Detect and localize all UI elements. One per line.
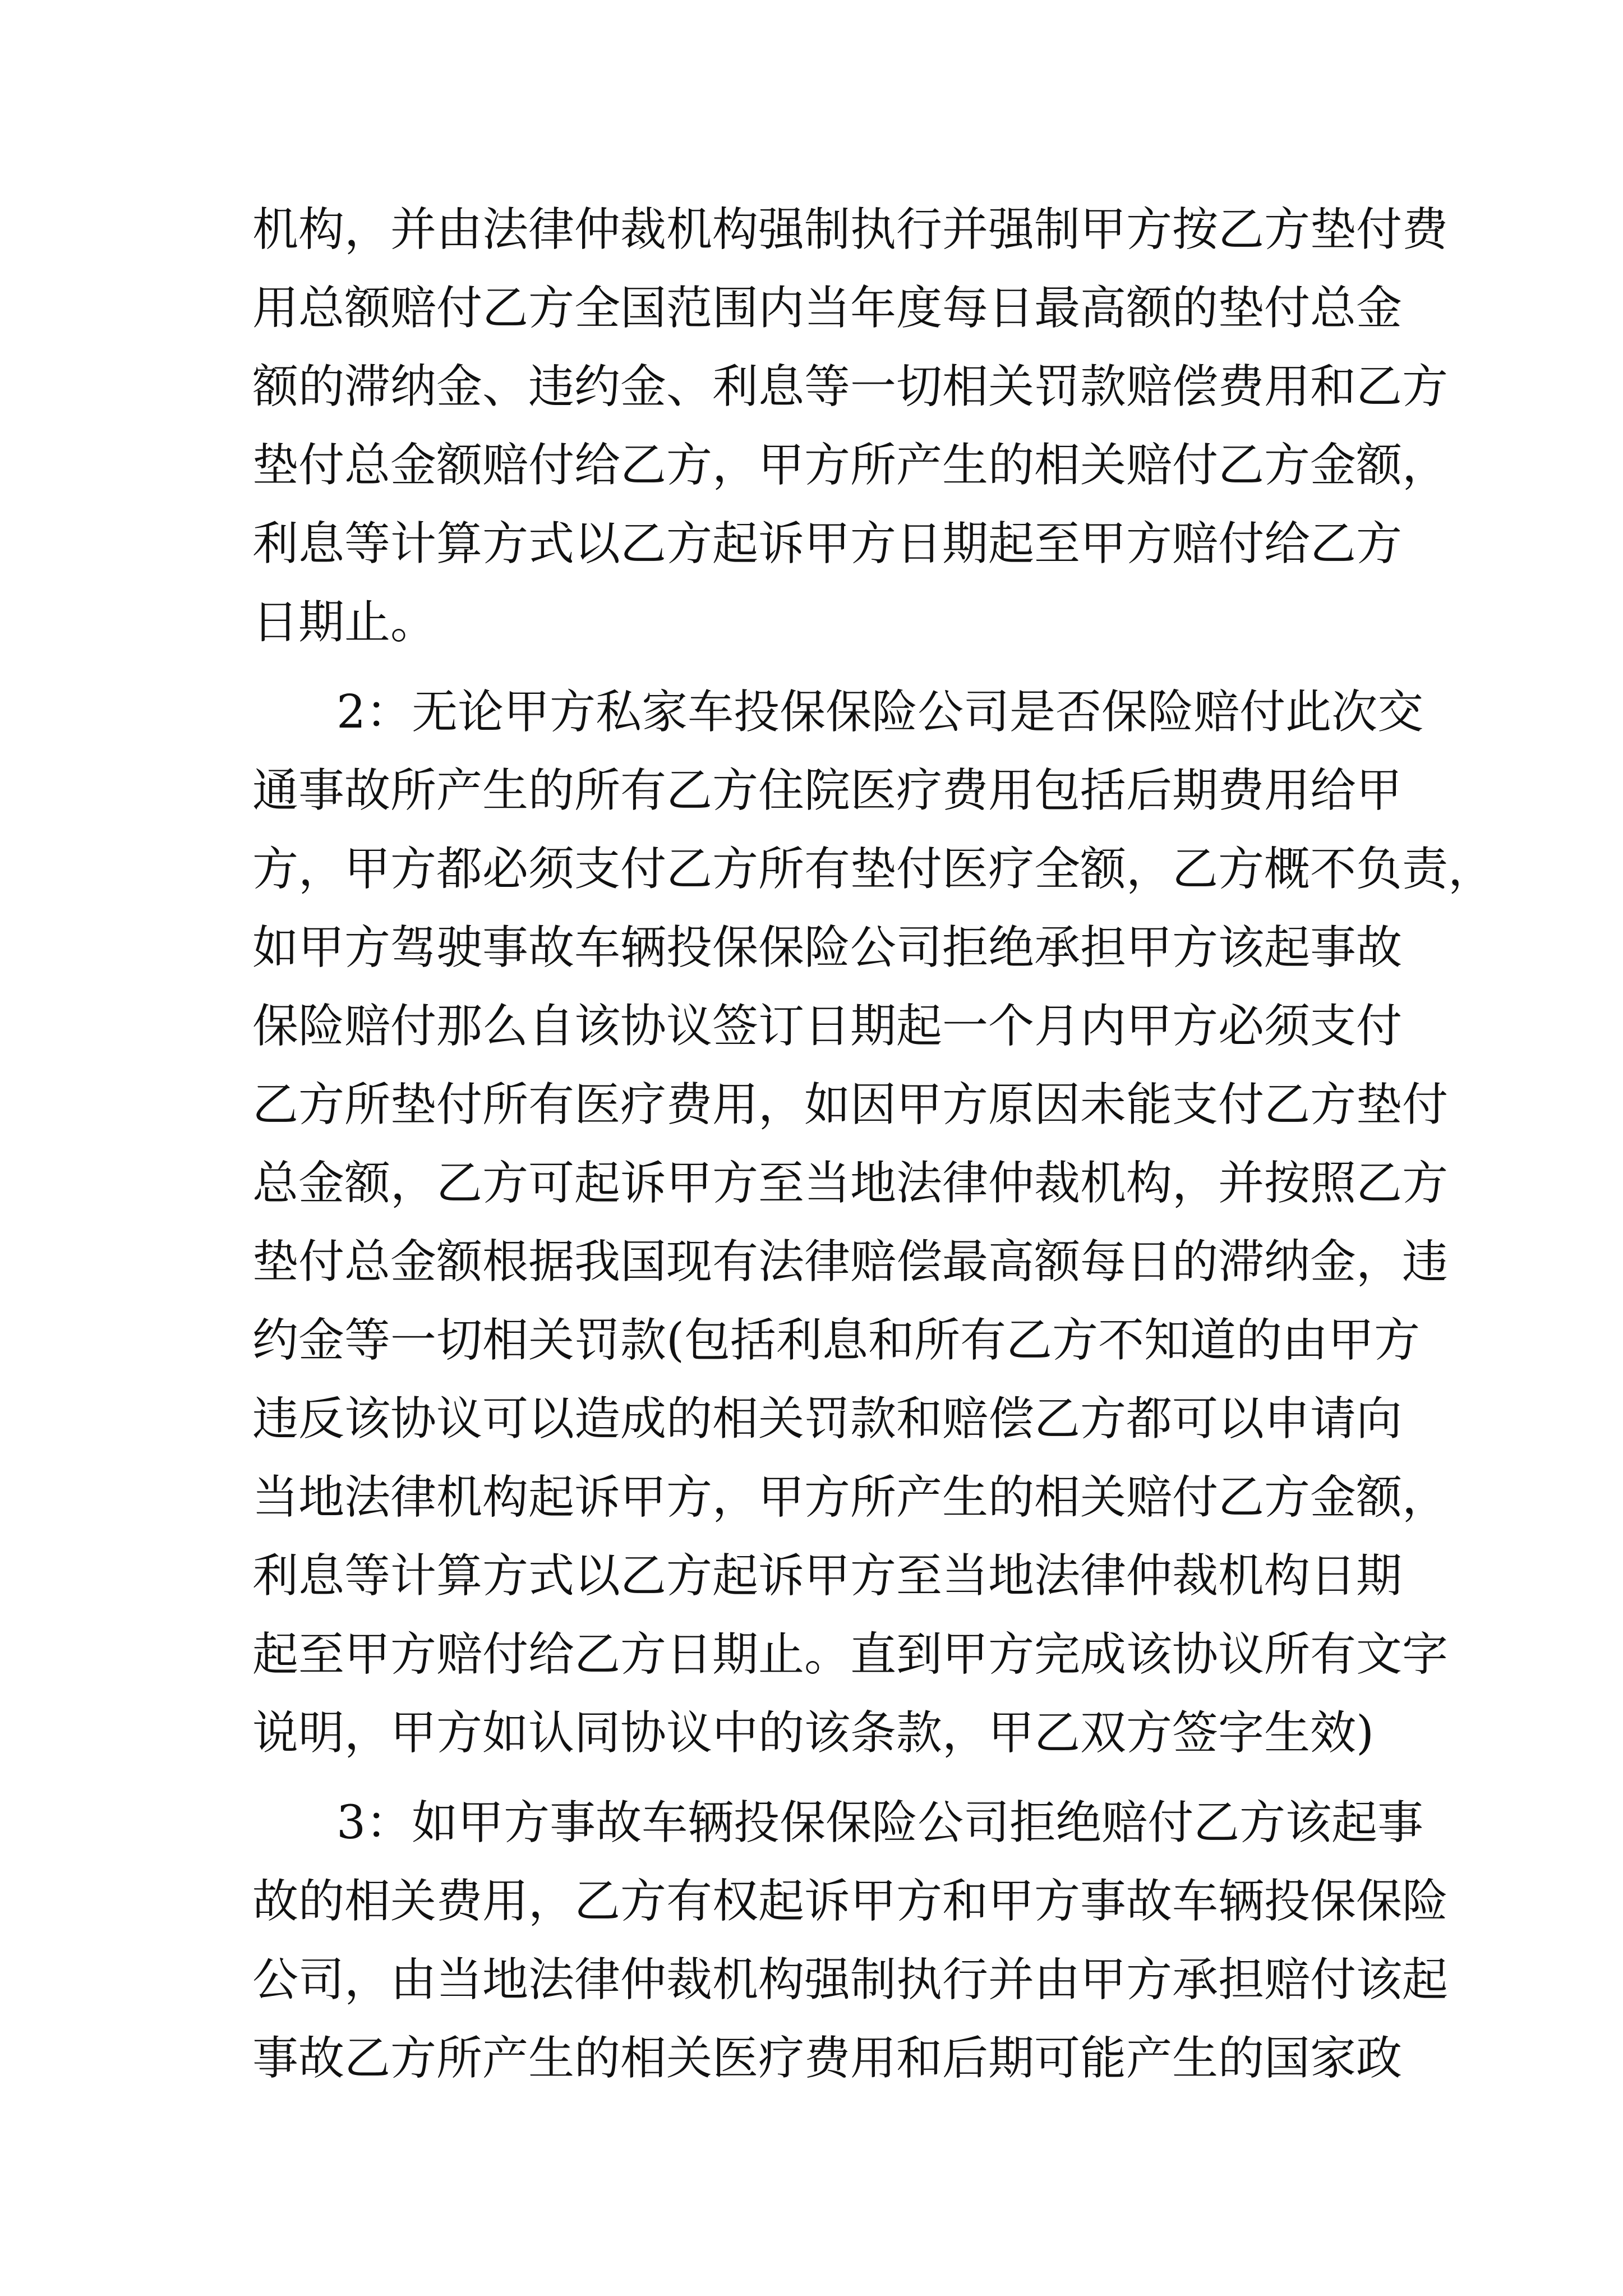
text-line: 机构，并由法律仲裁机构强制执行并强制甲方按乙方垫付费 <box>252 203 1449 256</box>
text-line: 故的相关费用，乙方有权起诉甲方和甲方事故车辆投保保险 <box>252 1875 1449 1928</box>
text-line: 利息等计算方式以乙方起诉甲方日期起至甲方赔付给乙方 <box>252 517 1403 570</box>
text-line: 乙方所垫付所有医疗费用，如因甲方原因未能支付乙方垫付 <box>252 1078 1449 1131</box>
text-line: 日期止。 <box>252 596 437 649</box>
text-line: 事故乙方所产生的相关医疗费用和后期可能产生的国家政 <box>252 2032 1403 2085</box>
text-line: 方，甲方都必须支付乙方所有垫付医疗全额，乙方概不负责， <box>252 843 1495 896</box>
text-line: 违反该协议可以造成的相关罚款和赔偿乙方都可以申请向 <box>252 1392 1403 1446</box>
text-line: 利息等计算方式以乙方起诉甲方至当地法律仲裁机构日期 <box>252 1549 1403 1603</box>
text-line: 公司，由当地法律仲裁机构强制执行并由甲方承担赔付该起 <box>252 1953 1449 2007</box>
text-line: 约金等一切相关罚款(包括利息和所有乙方不知道的由甲方 <box>252 1314 1420 1367</box>
text-line: 通事故所产生的所有乙方住院医疗费用包括后期费用给甲 <box>252 764 1403 817</box>
text-line: 额的滞纳金、违约金、利息等一切相关罚款赔偿费用和乙方 <box>252 360 1449 413</box>
text-line: 如甲方驾驶事故车辆投保保险公司拒绝承担甲方该起事故 <box>252 921 1403 974</box>
text-line: 总金额，乙方可起诉甲方至当地法律仲裁机构，并按照乙方 <box>252 1157 1449 1210</box>
text-line: 说明，甲方如认同协议中的该条款，甲乙双方签字生效) <box>252 1706 1374 1760</box>
text-line: 3：如甲方事故车辆投保保险公司拒绝赔付乙方该起事 <box>336 1796 1424 1849</box>
text-line: 垫付总金额赔付给乙方，甲方所产生的相关赔付乙方金额， <box>252 439 1449 492</box>
text-line: 起至甲方赔付给乙方日期止。直到甲方完成该协议所有文字 <box>252 1628 1449 1681</box>
text-line: 用总额赔付乙方全国范围内当年度每日最高额的垫付总金 <box>252 282 1403 335</box>
text-line: 垫付总金额根据我国现有法律赔偿最高额每日的滞纳金，违 <box>252 1235 1449 1289</box>
text-line: 保险赔付那么自该协议签订日期起一个月内甲方必须支付 <box>252 1000 1403 1053</box>
text-line: 当地法律机构起诉甲方，甲方所产生的相关赔付乙方金额， <box>252 1471 1449 1524</box>
text-line: 2：无论甲方私家车投保保险公司是否保险赔付此次交 <box>336 685 1424 739</box>
